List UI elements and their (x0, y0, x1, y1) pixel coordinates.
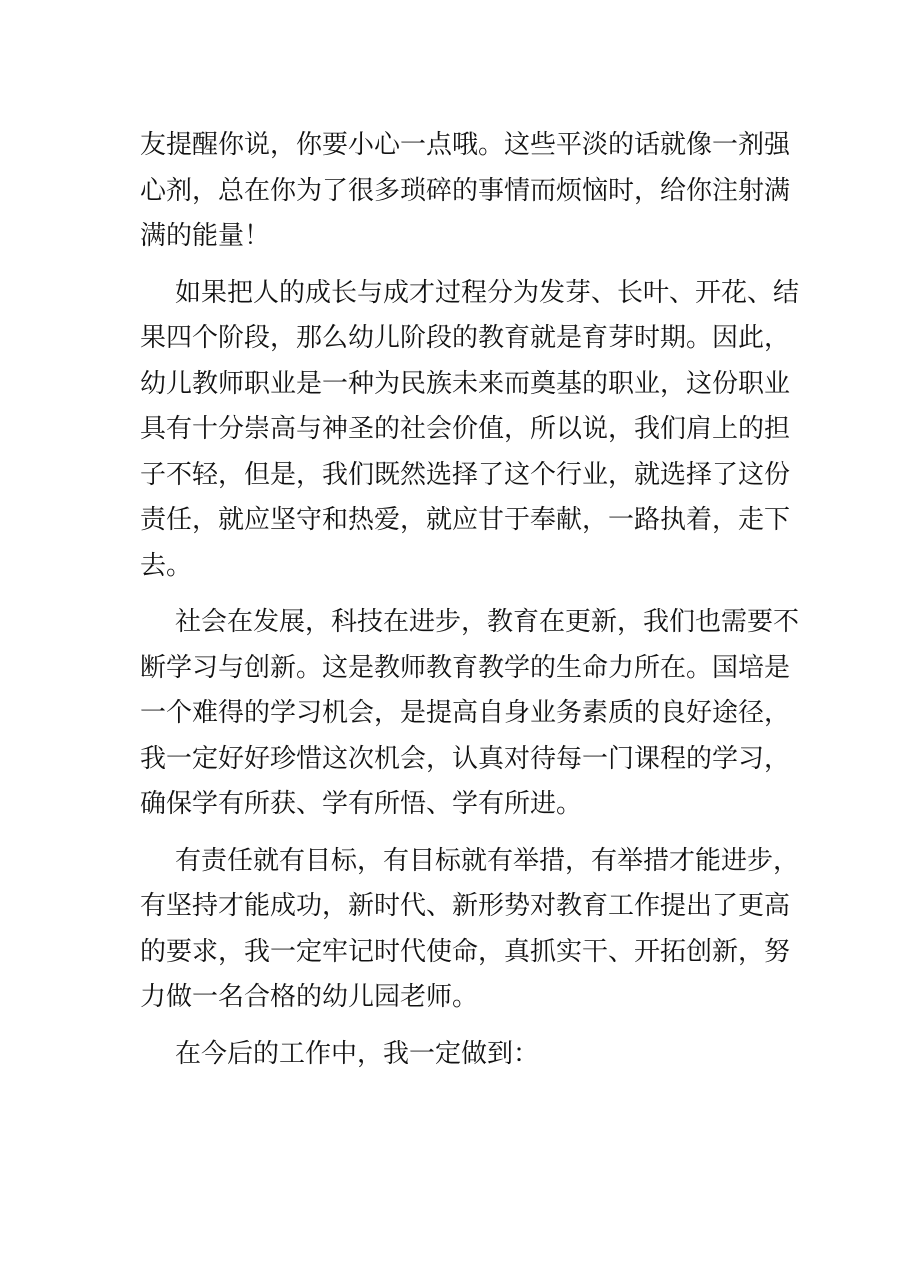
text-line: 在今后的工作中，我一定做到： (175, 1038, 540, 1069)
text-line: 社会在发展，科技在进步，教育在更新，我们也需要不 (175, 607, 800, 637)
paragraph-1 (140, 123, 791, 260)
text-line: 果四个阶段，那么幼儿阶段的教育就是育芽时期。因此， (140, 323, 791, 353)
paragraph-4 (140, 839, 800, 1021)
text-line: 力做一名合格的幼儿园老师。 (140, 982, 479, 1012)
paragraph-3 (140, 600, 800, 828)
text-line: 责任，就应坚守和热爱，就应甘于奉献，一路执着，走下 (140, 505, 791, 535)
text-line: 心剂，总在你为了很多琐碎的事情而烦恼时，给你注射满 (140, 175, 791, 206)
text-line: 一个难得的学习机会，是提高自身业务素质的良好途径， (140, 698, 791, 728)
text-line: 断学习与创新。这是教师教育教学的生命力所在。国培是 (140, 652, 791, 683)
text-line: 幼儿教师职业是一种为民族未来而奠基的职业，这份职业 (140, 368, 791, 399)
text-line: 子不轻，但是，我们既然选择了这个行业，就选择了这份 (140, 459, 791, 490)
text-line: 的要求，我一定牢记时代使命，真抓实干、开拓创新，努 (140, 936, 791, 967)
text-line: 确保学有所获、学有所悟、学有所进。 (140, 789, 583, 819)
paragraph-2 (140, 271, 800, 590)
text-line: 有责任就有目标，有目标就有举措，有举措才能进步， (175, 845, 800, 876)
text-line: 我一定好好珍惜这次机会，认真对待每一门课程的学习， (140, 743, 791, 774)
paragraph-5 (140, 1032, 772, 1078)
document-body (140, 123, 800, 1088)
text-line: 如果把人的成长与成才过程分为发芽、长叶、开花、结 (175, 277, 800, 308)
text-line: 具有十分崇高与神圣的社会价值，所以说，我们肩上的担 (140, 414, 791, 444)
text-line: 去。 (140, 550, 193, 581)
text-line: 有坚持才能成功，新时代、新形势对教育工作提出了更高 (140, 891, 791, 921)
text-line: 友提醒你说，你要小心一点哦。这些平淡的话就像一剂强 (140, 130, 791, 160)
text-line: 满的能量！ (140, 221, 271, 251)
